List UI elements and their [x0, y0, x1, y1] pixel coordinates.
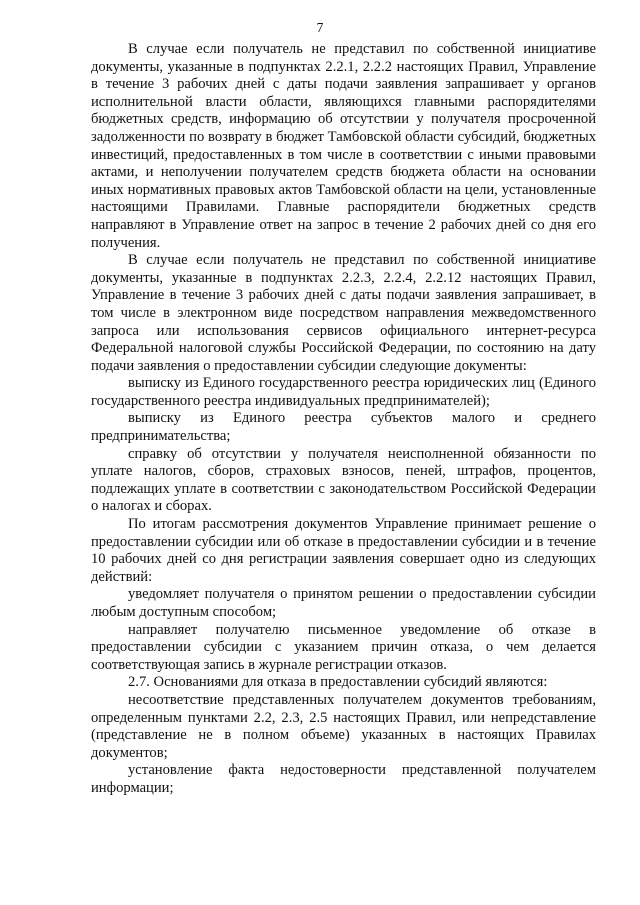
list-item-tax-certificate: справку об отсутствии у получателя неисполненной обязанности по уплате налогов, сборов, страховых взносов, пеней, штрафов, процентов, подлежащих уплате в соответствии с законодательством Российской Федерации о налогах и сборах. — [91, 445, 596, 515]
list-item-sme-registry-extract: выписку из Единого реестра субъектов малого и среднего предпринимательства; — [91, 410, 596, 445]
list-item-false-information: установление факта недостоверности представленной получателем информации; — [91, 762, 596, 796]
paragraph-request-documents: В случае если получатель не представил по собственной инициативе документы, указанные в подпунктах 2.2.3, 2.2.4, 2.2.12 настоящих Правил, Управление в течение 3 рабочих дней с даты подачи заявления запрашивает, в том числе в электронном виде посредством направления межведомственного запроса или использования сервисов официального интернет-ресурса Федеральной налоговой службы Российской Федерации, по состоянию на дату подачи заявления о предоставлении субсидии следующие документы: — [91, 252, 596, 374]
document-body — [91, 41, 596, 798]
section-heading-2-7: 2.7. Основаниями для отказа в предоставлении субсидий являются: — [128, 674, 548, 691]
list-item-notify-approval: уведомляет получателя о принятом решении о предоставлении субсидии любым доступным способом; — [91, 586, 596, 620]
paragraph-request-budget-info: В случае если получатель не представил по собственной инициативе документы, указанные в подпунктах 2.2.1, 2.2.2 настоящих Правил, Управление в течение 3 рабочих дней с даты подачи заявления запрашивает у органов исполнительной власти области, являющихся главными распорядителями бюджетных средств, информацию об отсутствии у получателя просроченной задолженности по возврату в бюджет Тамбовской области субсидий, бюджетных инвестиций, предоставленных в том числе в соответствии с иными правовыми актами, и неполучении получателем средств бюджета области на основании иных нормативных правовых актов Тамбовской области на цели, установленные настоящими Правилами. Главные распорядители бюджетных средств направляют в Управление ответ на запрос в течение 2 рабочих дней со дня его получения. — [91, 41, 596, 251]
list-item-notify-refusal: направляет получателю письменное уведомление об отказе в предоставлении субсидии с указанием причин отказа, о чем делается соответствующая запись в журнале регистрации отказов. — [91, 621, 596, 673]
list-item-egrul-extract: выписку из Единого государственного реестра юридических лиц (Единого государственного реестра индивидуальных предпринимателей); — [91, 375, 596, 409]
page-number: 7 — [316, 20, 324, 35]
paragraph-decision: По итогам рассмотрения документов Управление принимает решение о предоставлении субсидии или об отказе в предоставлении субсидии и в течение 10 рабочих дней со дня регистрации заявления совершает одно из следующих действий: — [91, 516, 596, 585]
list-item-noncompliance: несоответствие представленных получателем документов требованиям, определенным пунктами 2.2, 2.3, 2.5 настоящих Правил, или непредставление (представление не в полном объеме) указанных в настоящих Правилах документов; — [91, 691, 596, 761]
